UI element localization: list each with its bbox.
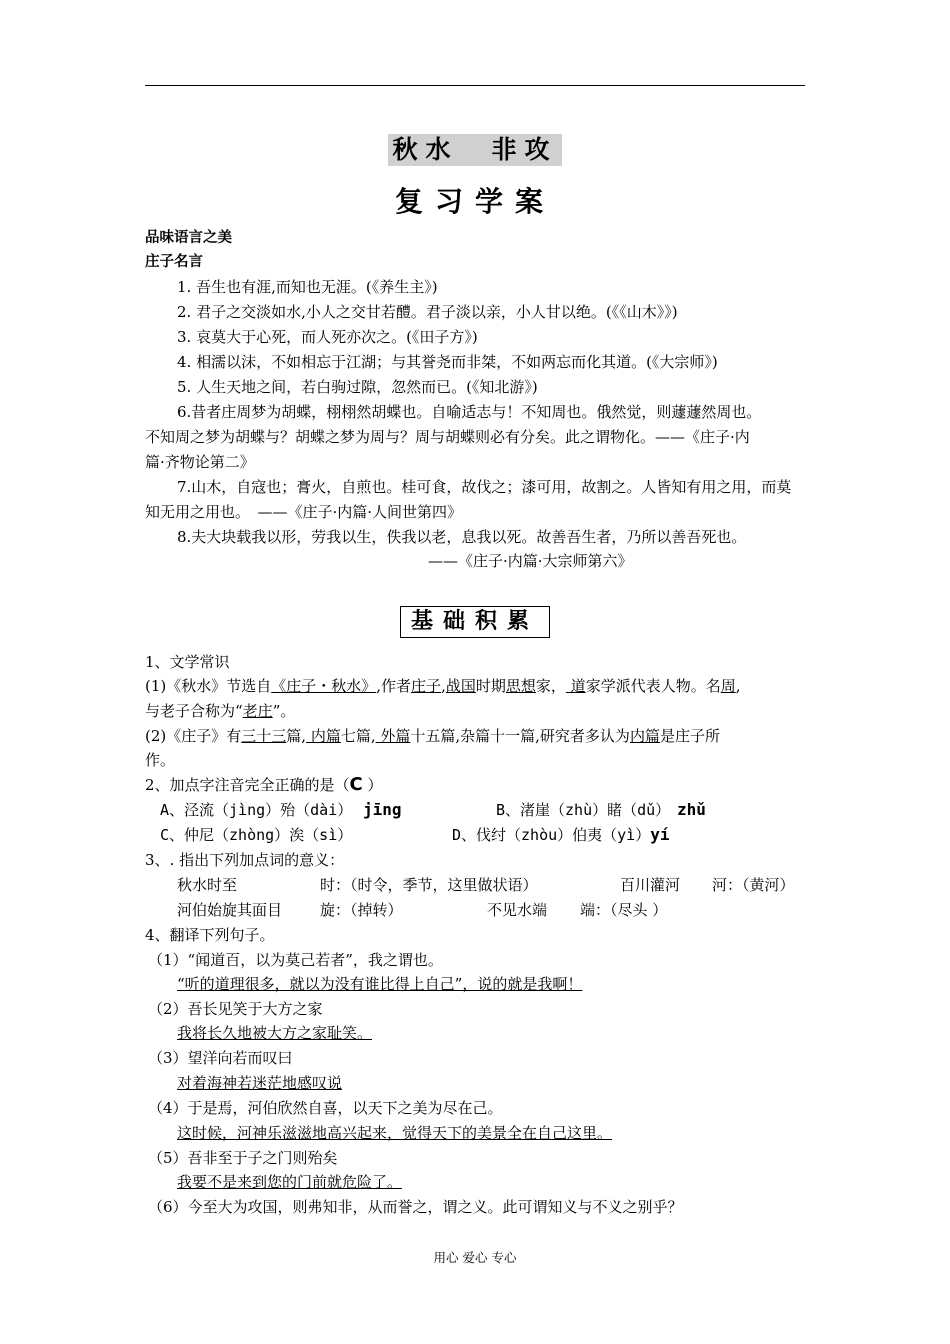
q1-text: ”。 (272, 702, 296, 720)
q1-answer-era: 战国 (445, 677, 476, 695)
q4-item-3-answer: 对着海神若迷茫地感叹说 (177, 1074, 343, 1092)
q2-option-text: D、伐纣（zhòu）伯夷（yì） (452, 826, 651, 844)
q1-text: 是庄子所 (659, 727, 720, 745)
q1-text: 篇, (286, 727, 307, 745)
q1-answer-author-part: 内篇 (629, 727, 660, 745)
q1-line3 (145, 726, 720, 746)
header-rule (145, 85, 805, 86)
page-footer: 用心 爱心 专心 (433, 1250, 517, 1265)
q1-text: 七篇, (340, 727, 376, 745)
q4-item-4-answer: 这时候，河神乐滋滋地高兴起来，觉得天下的美景全在自己这里。 (177, 1124, 613, 1142)
quote-2: 2. 君子之交淡如水,小人之交甘若醴。君子淡以亲，小人甘以绝。(《《山木》》) (177, 303, 678, 321)
title-main: 秋水 非攻 (388, 134, 561, 166)
quote-5: 5. 人生天地之间，若白驹过隙，忽然而已。(《知北游》) (177, 378, 538, 396)
q1-text: 十五篇,杂篇十一篇,研究者多认为 (410, 727, 630, 745)
q1-line2 (145, 701, 295, 721)
quote-7-line1: 7.山木，自寇也；膏火，自煎也。桂可食，故伐之；漆可用，故割之。人皆知有用之用，而莫 (177, 478, 792, 496)
q2-text: 2、加点字注音完全正确的是（ (145, 776, 350, 794)
heading-language-beauty: 品味语言之美 (145, 230, 232, 246)
quote-1: 1. 吾生也有涯,而知也无涯。(《养生主》) (177, 278, 438, 296)
q2-option-correction: zhǔ (676, 800, 706, 819)
q3-r1-meaning2: 河：（黄河） (712, 876, 795, 894)
q4-item-3-question: （3）望洋向若而叹曰 (148, 1049, 293, 1067)
quote-6-line1: 6.昔者庄周梦为胡蝶，栩栩然胡蝶也。自喻适志与！不知周也。俄然觉，则蘧蘧然周也。 (177, 403, 762, 421)
title-sub: 复习学案 (394, 185, 555, 218)
q4-item-1-question: （1）“闻道百，以为莫己若者”，我之谓也。 (148, 951, 443, 969)
q1-answer-author: 庄子 (411, 677, 442, 695)
quote-6-line2: 不知周之梦为胡蝶与？胡蝶之梦为周与？周与胡蝶则必有分矣。此之谓物化。——《庄子·内 (145, 428, 750, 446)
q3-r1-word2: 百川灌河 (620, 876, 681, 894)
q3-r1-word: 秋水时至 (177, 876, 238, 894)
q1-text: (1)《秋水》节选自 (145, 677, 272, 695)
q2-option-b (496, 800, 706, 820)
q2-option-d (452, 825, 669, 845)
section-title: 基础积累 (400, 606, 550, 638)
q2-option-a (160, 800, 402, 820)
q1-answer-outer: 外篇 (375, 727, 411, 745)
q3-r2-word: 河伯始旋其面目 (177, 901, 283, 919)
q3-r2-meaning: 旋：（掉转） (320, 901, 403, 919)
quote-3: 3. 哀莫大于心死，而人死亦次之。(《田子方》) (177, 328, 478, 346)
section-title-wrap (0, 606, 950, 638)
quote-8-source: ——《庄子·内篇·大宗师第六》 (428, 552, 633, 570)
q1-line1 (145, 676, 741, 696)
q2-title (145, 775, 383, 795)
q1-text: , (441, 677, 446, 695)
quote-4: 4. 相濡以沫，不如相忘于江湖；与其誉尧而非桀，不如两忘而化其道。(《大宗师》) (177, 353, 718, 371)
q4-item-4-question: （4）于是焉，河伯欣然自喜，以天下之美为尽在己。 (148, 1099, 503, 1117)
q4-item-1-answer: “听的道理很多，就以为没有谁比得上自己”，说的就是我啊！ (177, 975, 583, 993)
q1-answer-count: 三十三 (241, 727, 287, 745)
quote-8-line1: 8.夫大块载我以形，劳我以生，佚我以老，息我以死。故善吾生者，乃所以善吾死也。 (177, 528, 747, 546)
q1-line4: 作。 (145, 751, 176, 769)
q3-r2-word2: 不见水端 (487, 901, 548, 919)
quote-6-line3: 篇·齐物论第二》 (145, 453, 255, 471)
q2-option-text: A、泾流（jìng）殆（dài） (160, 801, 353, 819)
q3-r2-meaning2: 端：（尽头 ） (580, 901, 668, 919)
q1-title: 1、文学常识 (145, 653, 230, 671)
q1-answer-thinker: 思想 (505, 677, 536, 695)
q1-text: 时期 (475, 677, 506, 695)
q4-title: 4、翻译下列句子。 (145, 926, 275, 944)
q1-answer-school: 道 (565, 677, 586, 695)
q2-option-correction: jīng (363, 800, 402, 819)
q1-text: 与老子合称为“ (145, 702, 243, 720)
q2-option-c (160, 825, 352, 845)
q1-text: 家学派代表人物。名 (585, 677, 721, 695)
q3-r1-meaning: 时：（时令，季节，这里做状语） (320, 876, 538, 894)
q1-text: 家， (535, 677, 566, 695)
q3-title: 3、. 指出下列加点词的意义： (145, 851, 345, 869)
q4-item-2-question: （2）吾长见笑于大方之家 (148, 1000, 323, 1018)
q1-text: , (735, 677, 741, 695)
title-main-wrap (0, 134, 950, 166)
heading-zhuangzi-quotes: 庄子名言 (145, 254, 203, 270)
q2-answer: C (349, 774, 363, 795)
q4-item-5-answer: 我要不是来到您的门前就危险了。 (177, 1173, 403, 1191)
q1-answer-source: 《庄子・秋水》 (271, 677, 377, 695)
q1-answer-laozhuang: 老庄 (242, 702, 273, 720)
q2-text: ） (362, 776, 383, 794)
q1-text: (2)《庄子》有 (145, 727, 242, 745)
q2-option-correction: yí (650, 825, 670, 844)
q4-item-2-answer: 我将长久地被大方之家耻笑。 (177, 1024, 373, 1042)
q4-item-6-question: （6）今至大为攻国，则弗知非，从而誉之，谓之义。此可谓知义与不义之别乎？ (148, 1198, 683, 1216)
q1-answer-inner: 内篇 (306, 727, 341, 745)
q1-answer-name: 周 (720, 677, 736, 695)
quote-7-line2: 知无用之用也。 ——《庄子·内篇·人间世第四》 (145, 503, 463, 521)
q1-text: ,作者 (376, 677, 412, 695)
q2-option-text: B、渚崖（zhù）睹（dǔ） (496, 801, 671, 819)
q2-option-text: C、仲尼（zhòng）涘（sì） (160, 826, 353, 844)
q4-item-5-question: （5）吾非至于子之门则殆矣 (148, 1149, 338, 1167)
